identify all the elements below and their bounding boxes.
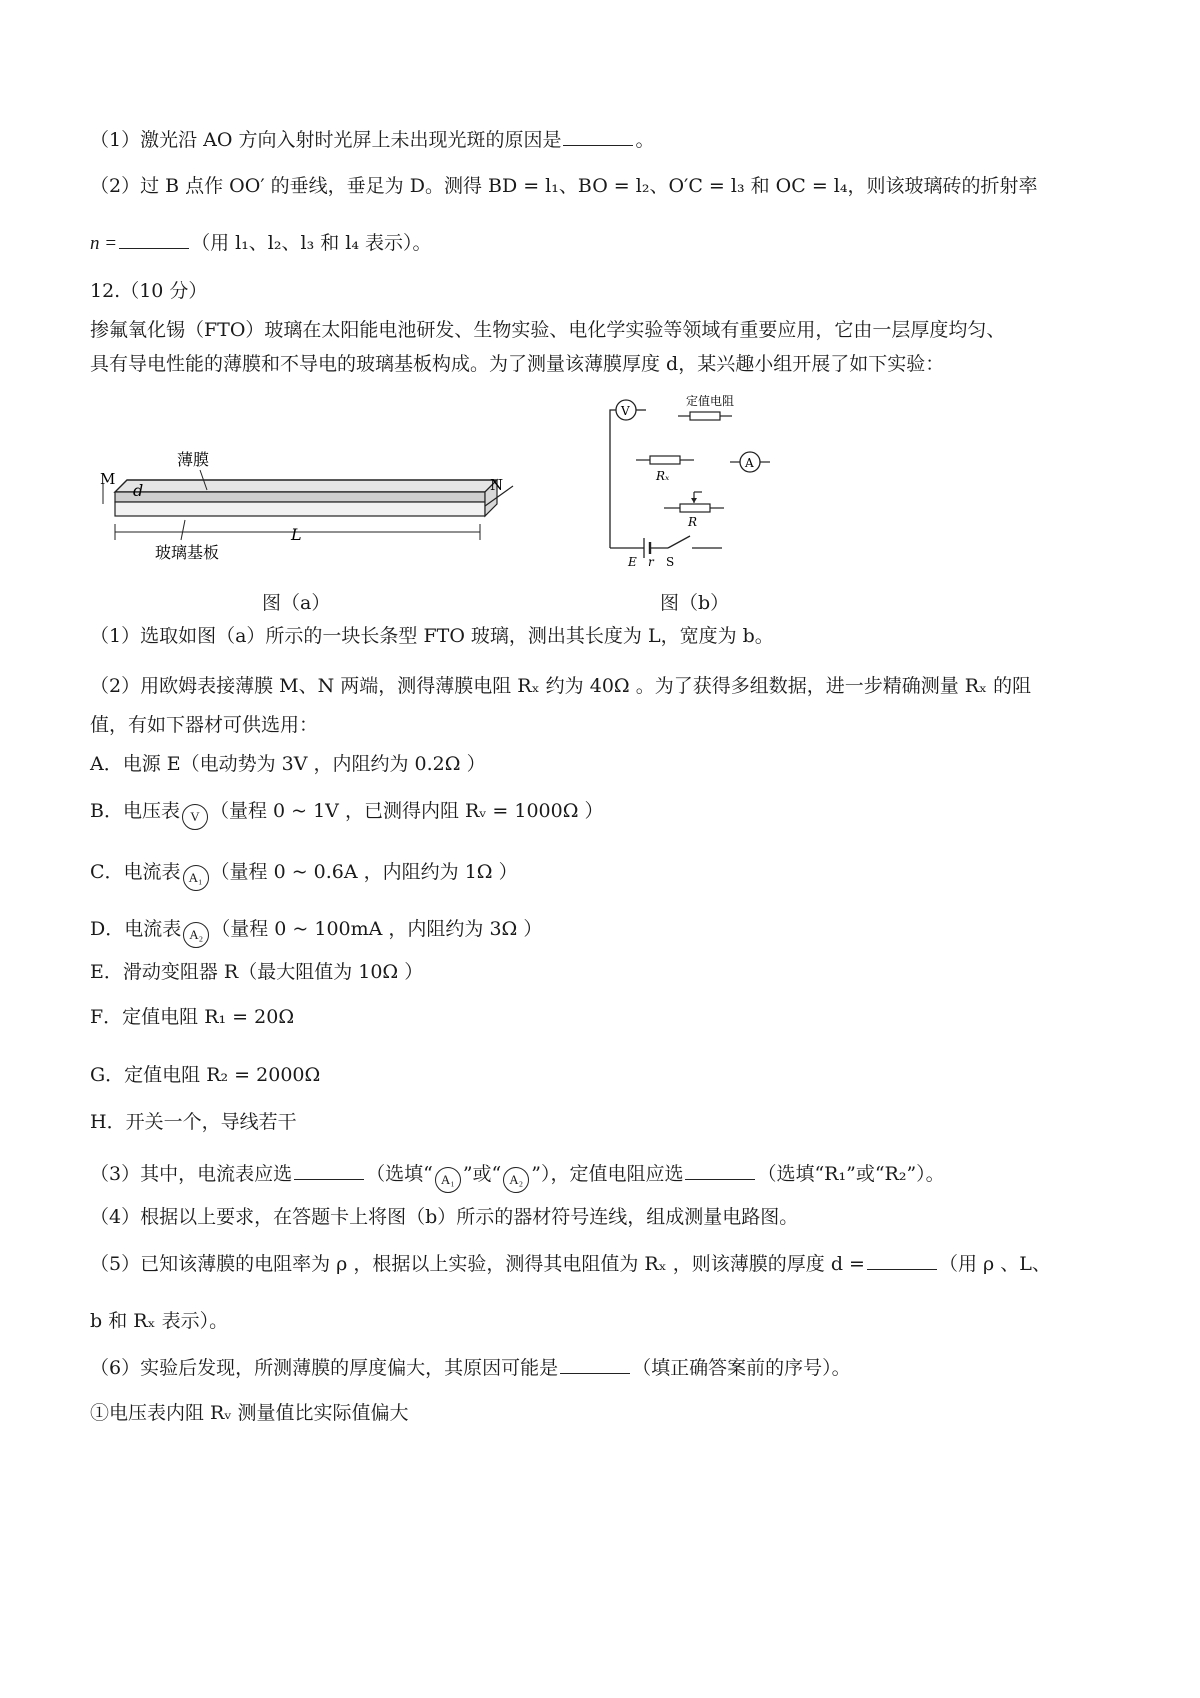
switch-label: S (666, 555, 675, 568)
figure-b-circuit-components (598, 392, 798, 568)
option-d: D．电流表 A₂ （量程 0 ~ 100mA ，内阻约为 3Ω ） (90, 915, 542, 948)
answer-blank[interactable] (119, 230, 189, 249)
label-m: M (100, 470, 116, 488)
rheostat-label: R (688, 515, 698, 529)
step-6: （6）实验后发现，所测薄膜的厚度偏大，其原因可能是 （填正确答案前的序号）。 (90, 1357, 851, 1379)
answer-blank[interactable] (563, 127, 633, 146)
step-5: （5）已知该薄膜的电阻率为 ρ ，根据以上实验，测得其电阻值为 Rₓ ，则该薄膜的厚度 d = （用 ρ 、L、 (90, 1253, 1051, 1275)
label-n: N (490, 476, 504, 494)
fixed-resistor-label: 定值电阻 (686, 394, 735, 408)
ammeter-a2-icon: A₂ (503, 1167, 529, 1193)
step-2-cont: 值，有如下器材可供选用： (90, 714, 319, 736)
source-e-label: E (628, 555, 637, 568)
option-e: E．滑动变阻器 R（最大阻值为 10Ω ） (90, 961, 424, 983)
answer-blank[interactable] (560, 1355, 630, 1374)
voltmeter-icon: V (182, 804, 208, 830)
source-r-label: r (648, 555, 654, 568)
label-film: 薄膜 (177, 450, 210, 469)
voltmeter-label: V (621, 404, 630, 418)
ammeter-a1-icon: A₁ (183, 865, 209, 891)
option-a: A．电源 E（电动势为 3V ，内阻约为 0.2Ω ） (90, 753, 486, 775)
intro-line-1: 掺氟氧化锡（FTO）玻璃在太阳能电池研发、生物实验、电化学实验等领域有重要应用，它由一层厚度均匀、 (90, 319, 1006, 341)
ammeter-a1-icon: A₁ (435, 1167, 461, 1193)
step-3: （3）其中，电流表应选 （选填“ A₁ ”或“ A₂ ”），定值电阻应选 （选填“R₁”或“R₂”）。 (90, 1160, 945, 1193)
step-4: （4）根据以上要求，在答题卡上将图（b）所示的器材符号连线，组成测量电路图。 (90, 1206, 799, 1228)
caption-figure-b: 图（b） (660, 592, 730, 614)
ammeter-label: A (745, 456, 754, 470)
caption-figure-a: 图（a） (262, 592, 331, 614)
option-f: F．定值电阻 R₁ = 20Ω (90, 1006, 295, 1028)
choice-1: ①电压表内阻 Rᵥ 测量值比实际值偏大 (90, 1402, 409, 1424)
step-1: （1）选取如图（a）所示的一块长条型 FTO 玻璃，测出其长度为 L，宽度为 b。 (90, 625, 774, 647)
intro-line-2: 具有导电性能的薄膜和不导电的玻璃基板构成。为了测量该薄膜厚度 d，某兴趣小组开展了如下实验： (90, 353, 945, 375)
figure-a-fto-glass (95, 440, 535, 580)
step-5-cont: b 和 Rₓ 表示）。 (90, 1310, 229, 1332)
answer-blank[interactable] (685, 1161, 755, 1180)
label-l: L (291, 525, 302, 544)
q11-part2: （2）过 B 点作 OO′ 的垂线，垂足为 D。测得 BD = l₁、BO = l₂、O′C = l₃ 和 OC = l₄，则该玻璃砖的折射率 (90, 175, 1038, 197)
answer-blank[interactable] (294, 1161, 364, 1180)
answer-blank[interactable] (867, 1251, 937, 1270)
q11-part2-answer: n = （用 l₁、l₂、l₃ 和 l₄ 表示）。 (90, 232, 432, 254)
option-c: C．电流表 A₁ （量程 0 ~ 0.6A ，内阻约为 1Ω ） (90, 858, 518, 891)
option-g: G．定值电阻 R₂ = 2000Ω (90, 1064, 321, 1086)
option-h: H．开关一个，导线若干 (90, 1111, 297, 1133)
step-2: （2）用欧姆表接薄膜 M、N 两端，测得薄膜电阻 Rₓ 约为 40Ω 。为了获得多组数据，进一步精确测量 Rₓ 的阻 (90, 675, 1032, 697)
q11-part1: （1）激光沿 AO 方向入射时光屏上未出现光斑的原因是 。 (90, 129, 655, 151)
option-b: B．电压表 V （量程 0 ~ 1V ，已测得内阻 Rᵥ = 1000Ω ） (90, 797, 604, 830)
label-d: d (133, 481, 144, 500)
ammeter-a2-icon: A₂ (183, 922, 209, 948)
rx-label: Rₓ (656, 469, 670, 483)
question-number: 12.（10 分） (90, 280, 208, 302)
label-glass: 玻璃基板 (155, 543, 220, 562)
